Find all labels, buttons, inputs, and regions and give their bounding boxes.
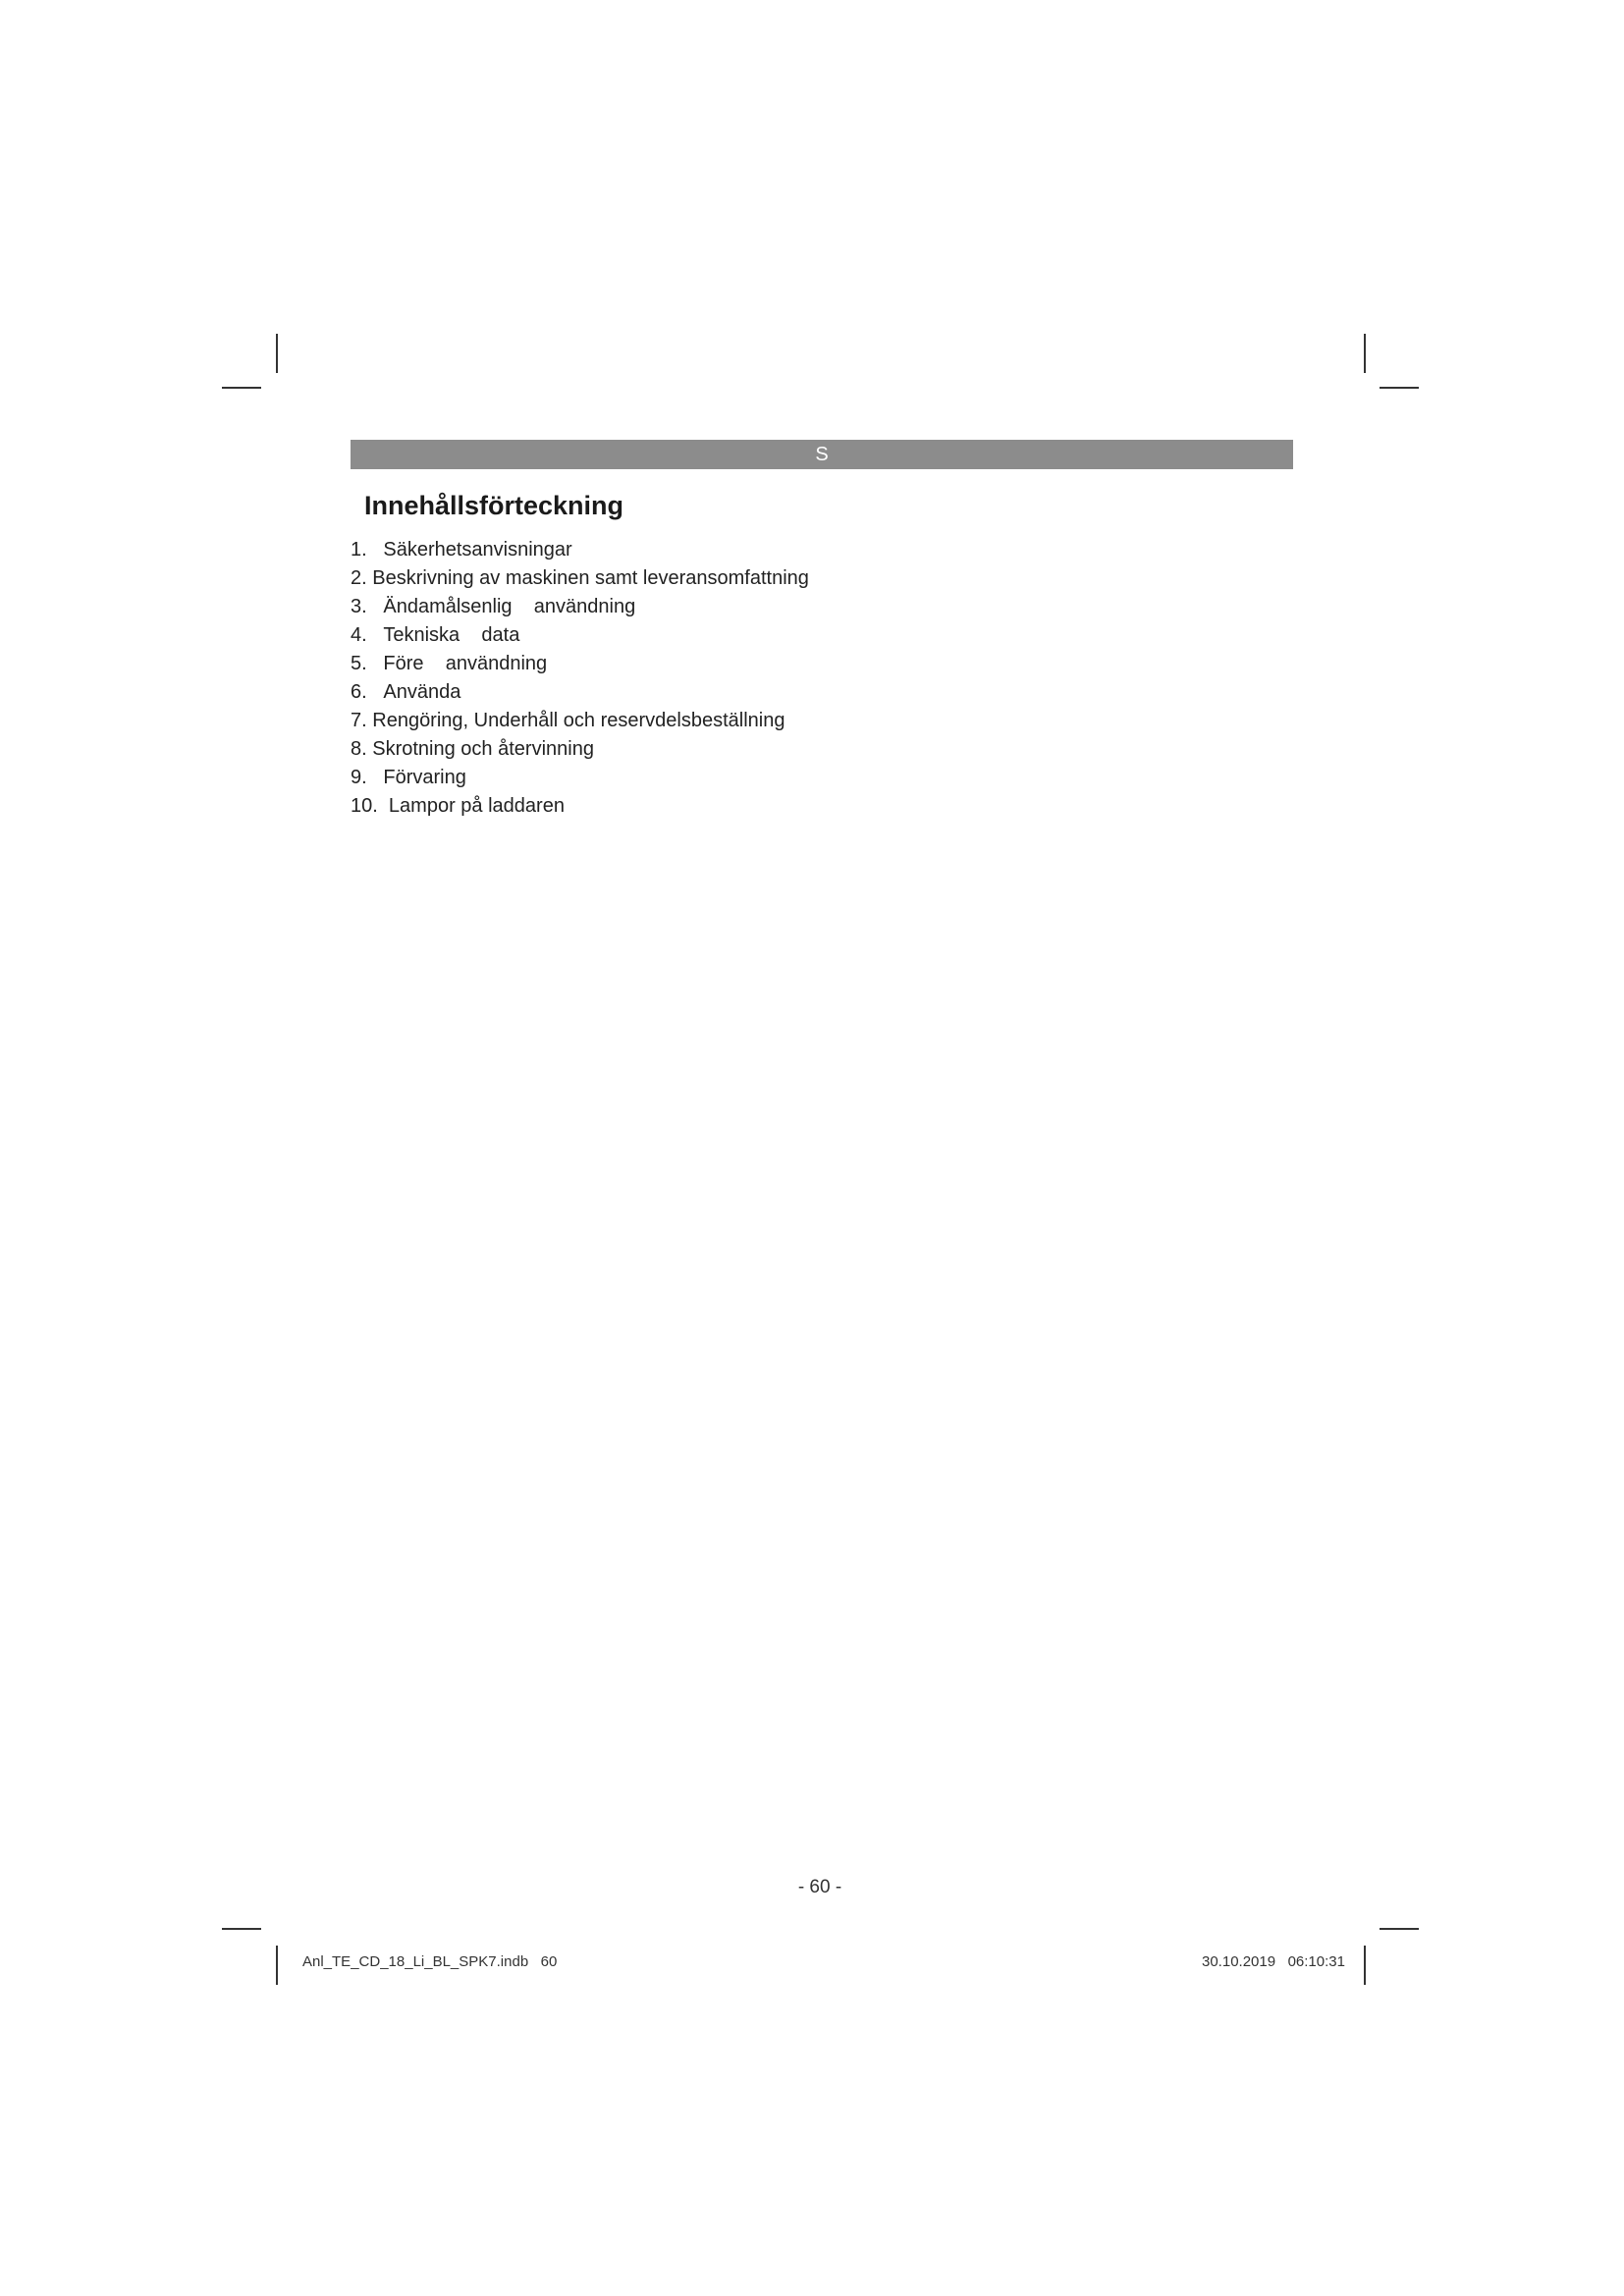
print-timestamp: 30.10.2019 06:10:31 xyxy=(1202,1953,1345,1970)
toc-item-9 xyxy=(351,764,809,792)
toc-item-number: 2. xyxy=(351,567,373,589)
toc-item-number: 8. xyxy=(351,738,373,760)
crop-mark-top-left-horizontal xyxy=(222,387,261,389)
toc-item-text: Tekniska data xyxy=(383,624,520,646)
toc-list xyxy=(351,536,809,821)
toc-item-text: Lampor på laddaren xyxy=(388,795,565,817)
toc-item-8 xyxy=(351,735,809,764)
language-code: S xyxy=(815,444,829,465)
crop-mark-bottom-right-vertical xyxy=(1364,1946,1366,1985)
print-file-name: Anl_TE_CD_18_Li_BL_SPK7.indb 60 xyxy=(302,1953,558,1970)
crop-mark-bottom-right-horizontal xyxy=(1380,1928,1419,1930)
toc-item-number: 5. xyxy=(351,653,384,674)
crop-mark-top-right-vertical xyxy=(1364,334,1366,373)
toc-item-number: 3. xyxy=(351,596,384,617)
toc-item-10 xyxy=(351,792,809,821)
toc-item-6 xyxy=(351,678,809,707)
language-header-bar xyxy=(351,440,1293,469)
toc-item-5 xyxy=(351,650,809,678)
toc-item-number: 1. xyxy=(351,539,384,561)
crop-mark-bottom-left-vertical xyxy=(276,1946,278,1985)
toc-item-4 xyxy=(351,621,809,650)
page-number: - 60 - xyxy=(797,1877,842,1897)
toc-item-number: 9. xyxy=(351,767,384,788)
crop-mark-bottom-left-horizontal xyxy=(222,1928,261,1930)
toc-item-text: Före användning xyxy=(383,653,548,674)
crop-mark-top-right-horizontal xyxy=(1380,387,1419,389)
crop-mark-top-left-vertical xyxy=(276,334,278,373)
toc-item-text: Beskrivning av maskinen samt leveransomfattning xyxy=(372,567,809,589)
toc-item-number: 4. xyxy=(351,624,384,646)
toc-item-text: Säkerhetsanvisningar xyxy=(383,539,572,561)
toc-item-number: 10. xyxy=(351,795,389,817)
toc-item-text: Förvaring xyxy=(383,767,466,788)
toc-item-text: Använda xyxy=(383,681,461,703)
toc-item-text: Skrotning och återvinning xyxy=(372,738,594,760)
toc-title: Innehållsförteckning xyxy=(364,491,624,520)
toc-item-3 xyxy=(351,593,809,621)
toc-item-number: 7. xyxy=(351,710,373,731)
toc-item-2 xyxy=(351,564,809,593)
toc-item-text: Ändamålsenlig användning xyxy=(383,596,636,617)
toc-item-number: 6. xyxy=(351,681,384,703)
toc-item-1 xyxy=(351,536,809,564)
toc-item-text: Rengöring, Underhåll och reservdelsbeställning xyxy=(372,710,785,731)
toc-item-7 xyxy=(351,707,809,735)
